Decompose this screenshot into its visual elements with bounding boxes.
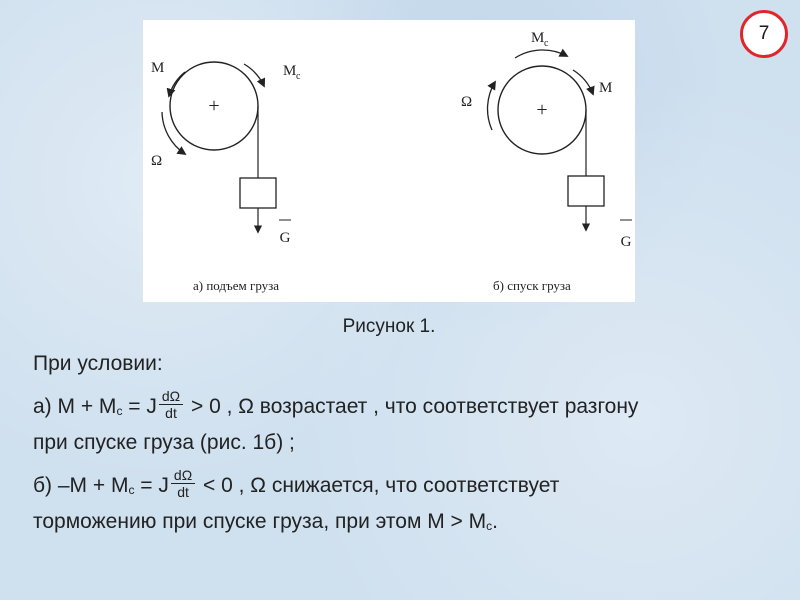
center-mark: +: [536, 99, 548, 121]
torque-label: M: [151, 60, 165, 76]
torque-label: M: [599, 80, 613, 96]
condition-b: [33, 467, 773, 542]
load-box: [240, 178, 276, 208]
resist-label: M: [531, 30, 545, 46]
omega-arrow: [488, 82, 495, 130]
fraction-numerator: dΩ: [159, 388, 183, 405]
condition-a-suffix: > 0 , Ω возрастает , что соответствует разгону: [185, 395, 639, 419]
fraction-denominator: dt: [177, 484, 189, 501]
center-mark: +: [208, 95, 220, 117]
slide-number-badge: [740, 10, 788, 58]
fraction-denominator: dt: [165, 405, 177, 421]
condition-b-line2-sub: c: [486, 519, 493, 534]
figure-diagram: [143, 20, 635, 302]
slide-number: 7: [758, 23, 770, 44]
fraction: [171, 467, 195, 500]
condition-b-suffix: < 0 , Ω снижается, что соответствует: [197, 474, 560, 498]
condition-b-prefix: б) –M + M: [33, 474, 129, 498]
omega-label: Ω: [461, 94, 473, 110]
condition-a-eq: = J: [122, 395, 157, 419]
resist-label-sub: c: [296, 71, 301, 82]
fraction: [159, 388, 183, 421]
condition-intro: При условии:: [33, 352, 163, 375]
left-caption: а) подъем груза: [193, 278, 280, 293]
right-panel: [461, 30, 632, 293]
gravity-label: G: [279, 230, 291, 246]
fraction-numerator: dΩ: [171, 467, 195, 484]
condition-a-prefix: а) M + M: [33, 395, 117, 419]
figure-caption: Рисунок 1.: [342, 316, 436, 337]
right-caption: б) спуск груза: [493, 278, 571, 293]
resist-label: M: [283, 63, 297, 79]
omega-arrow: [162, 112, 185, 154]
conditions-text: [33, 348, 773, 542]
resist-arrow: [515, 50, 567, 58]
resist-label-sub: c: [544, 38, 549, 49]
condition-b-eq: = J: [134, 474, 169, 498]
condition-a-sub: c: [116, 404, 123, 419]
condition-a: [33, 388, 773, 458]
gravity-label: G: [620, 234, 632, 250]
condition-b-sub: c: [128, 483, 135, 498]
condition-a-line2: при спуске груза (рис. 1б) ;: [33, 431, 295, 455]
omega-label: Ω: [151, 153, 163, 169]
hoist-diagram: [143, 20, 635, 302]
load-box: [568, 176, 604, 206]
condition-b-line2: торможению при спуске груза, при этом M > M: [33, 510, 487, 534]
condition-b-line2-suffix: .: [492, 510, 498, 534]
resist-arrow: [244, 64, 264, 86]
left-panel: [151, 60, 301, 293]
